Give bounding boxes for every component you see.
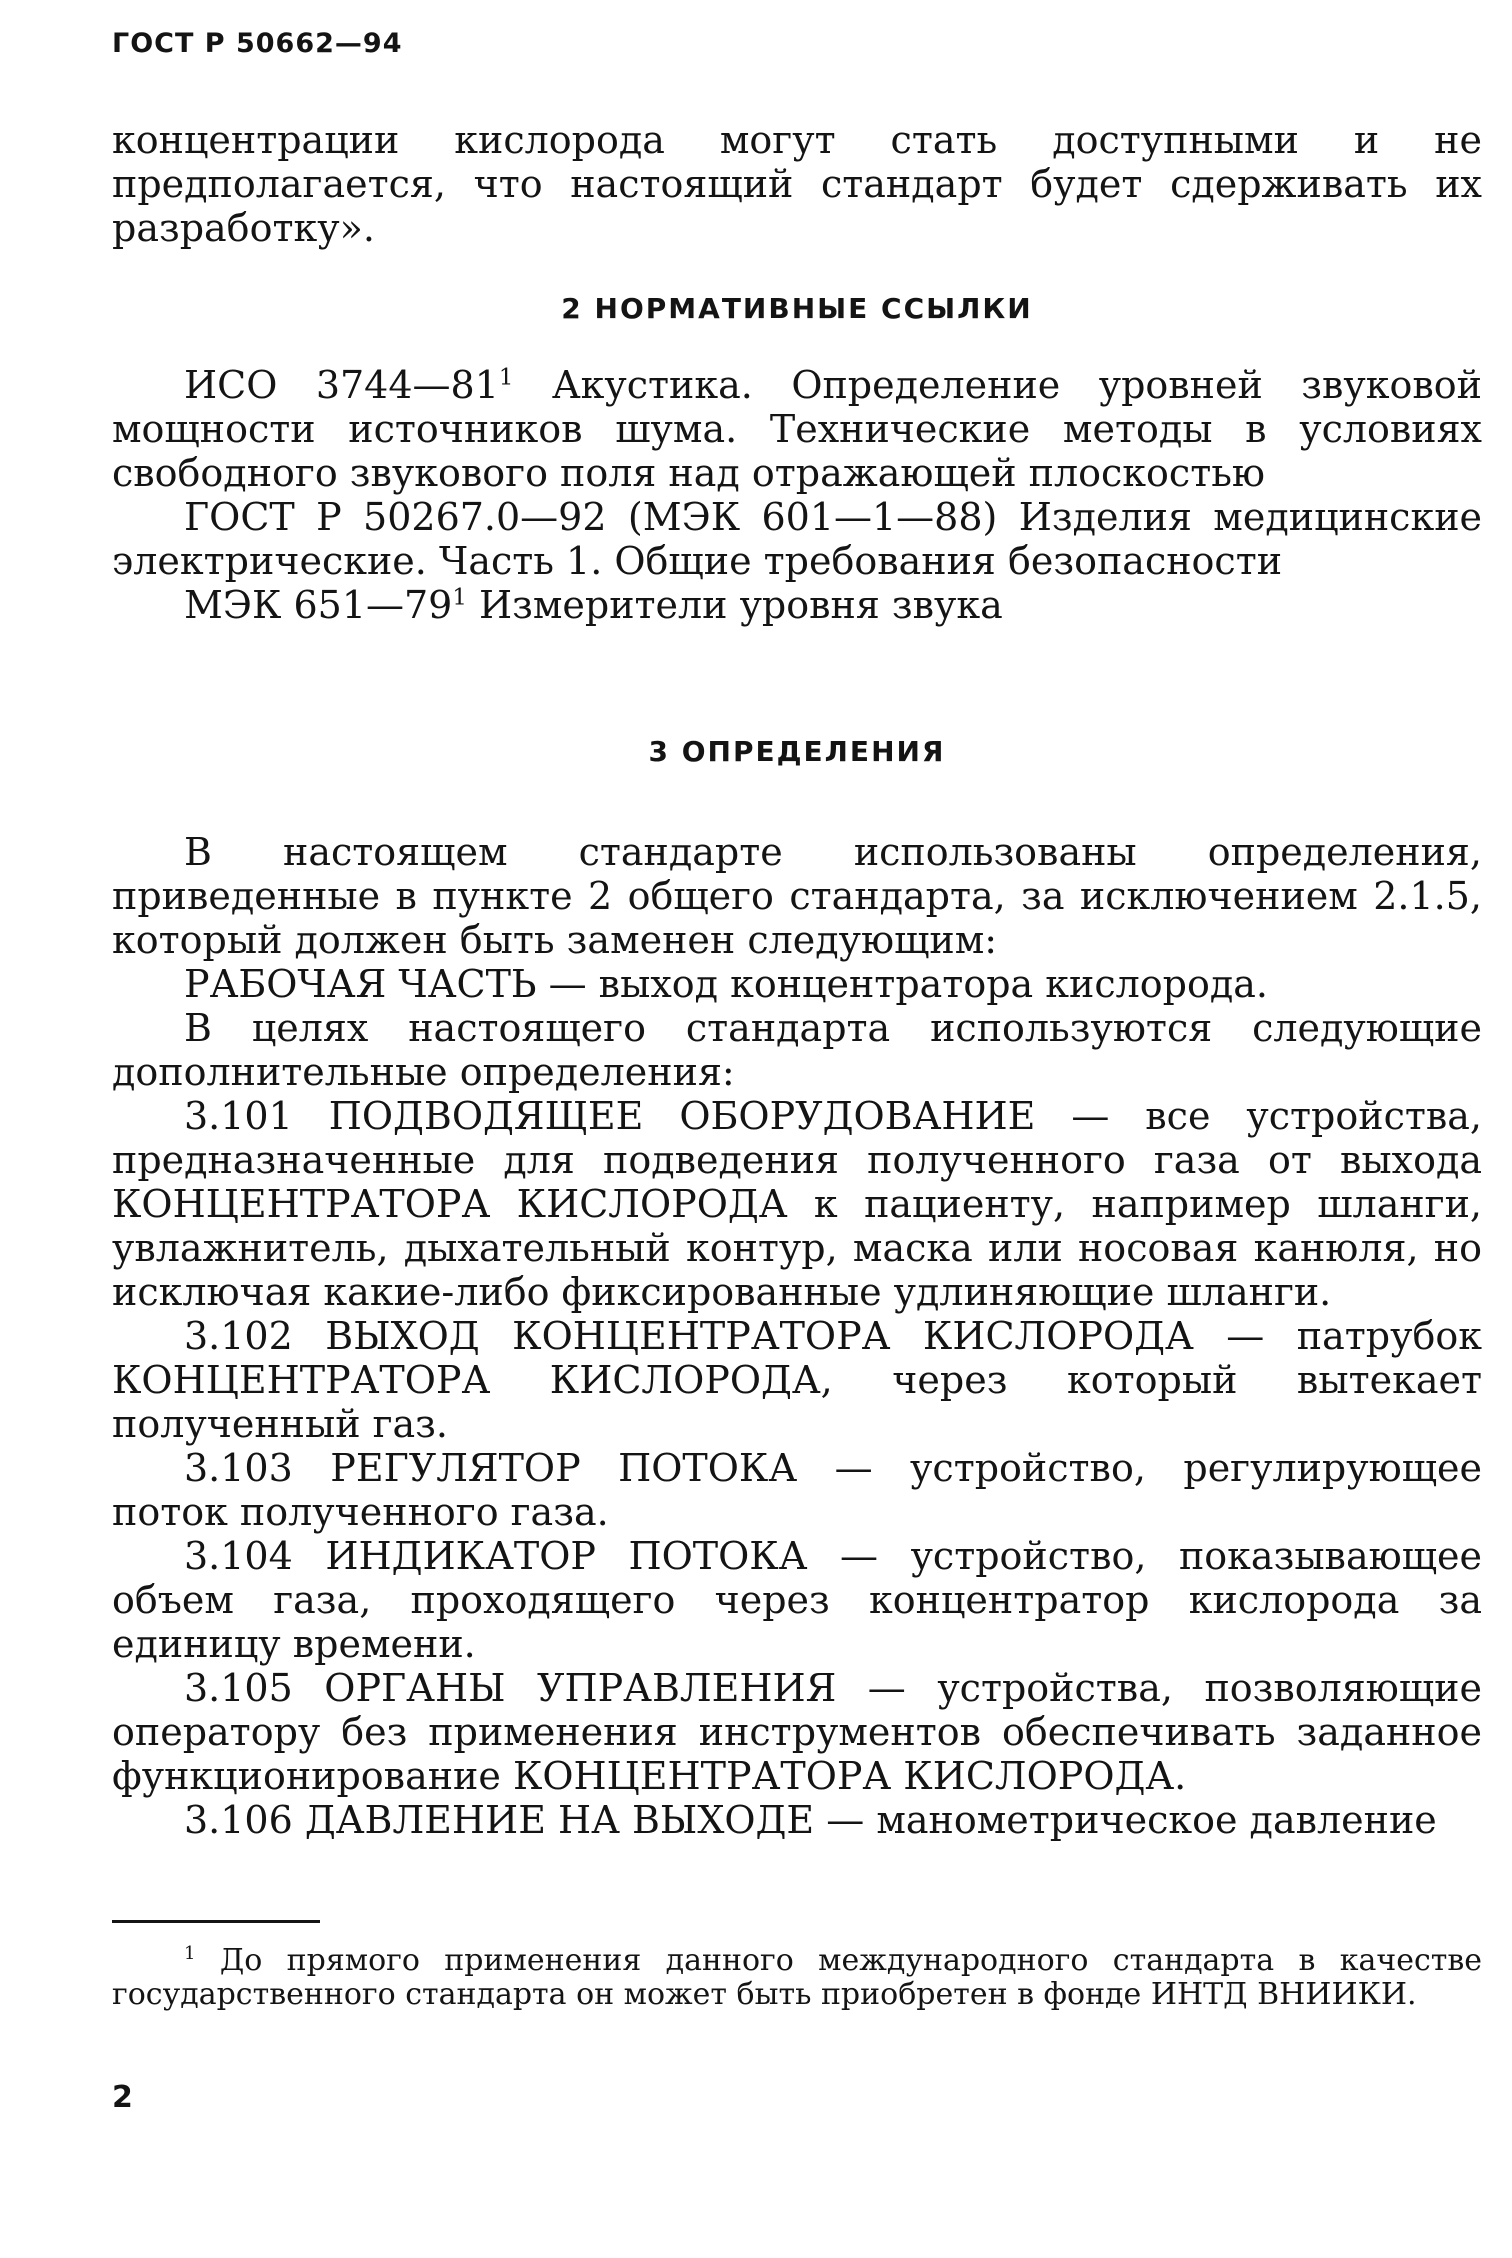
- reference-title: Измерители уровня звука: [466, 583, 1003, 627]
- definition-3-105: 3.105 ОРГАНЫ УПРАВЛЕНИЯ — устройства, позволяющие оператору без применения инструментов обеспечивать заданное функционирование КОНЦЕНТРАТОРА КИСЛОРОДА.: [112, 1666, 1482, 1798]
- intro-block: [112, 118, 1482, 250]
- reference-code: МЭК 651—79: [184, 583, 453, 627]
- reference-item: [112, 363, 1482, 495]
- reference-code: ИСО 3744—81: [184, 363, 499, 407]
- definition-intro: В настоящем стандарте использованы определения, приведенные в пункте 2 общего стандарта, за исключением 2.1.5, который должен быть заменен следующим:: [112, 830, 1482, 962]
- intro-paragraph: концентрации кислорода могут стать доступными и не предполагается, что настоящий стандарт будет сдерживать их разработку».: [112, 118, 1482, 250]
- section-3: [112, 735, 1482, 1842]
- footnote-mark: 1: [184, 1943, 196, 1964]
- reference-item: [112, 495, 1482, 583]
- footnote: [112, 1944, 1482, 2012]
- footnote-text: $^1$ До прямого применения данного международного стандарта в качестве государственного стандарта он может быть приобретен в фонде ИНТД ВНИИКИ.: [112, 1943, 1482, 2012]
- definition-3-104: 3.104 ИНДИКАТОР ПОТОКА — устройство, показывающее объем газа, проходящего через концентратор кислорода за единицу времени.: [112, 1534, 1482, 1666]
- footnote-mark: 1: [452, 584, 467, 611]
- definition-3-103: 3.103 РЕГУЛЯТОР ПОТОКА — устройство, регулирующее поток полученного газа.: [112, 1446, 1482, 1534]
- reference-title: Изделия медицинские электрические. Часть 1. Общие требования безопасности: [112, 495, 1483, 583]
- footnote-mark: 1: [498, 364, 514, 391]
- footnote-divider: [112, 1920, 320, 1923]
- section-2: [112, 292, 1482, 627]
- definition-working-part: РАБОЧАЯ ЧАСТЬ — выход концентратора кислорода.: [184, 962, 1268, 1006]
- page-number: 2: [112, 2080, 133, 2115]
- reference-title: Акустика. Определение уровней звуковой мощности источников шума. Технические методы в условиях свободного звукового поля над отражающей плоскостью: [112, 363, 1482, 495]
- reference-code: ГОСТ Р 50267.0—92 (МЭК 601—1—88): [184, 495, 998, 539]
- running-head: ГОСТ Р 50662—94: [112, 28, 403, 59]
- section-3-heading: 3 ОПРЕДЕЛЕНИЯ: [648, 735, 946, 768]
- definition-additional-intro: В целях настоящего стандарта используются следующие дополнительные определения:: [112, 1006, 1482, 1094]
- section-2-heading: 2 НОРМАТИВНЫЕ ССЫЛКИ: [561, 292, 1033, 325]
- definition-3-106: 3.106 ДАВЛЕНИЕ НА ВЫХОДЕ — манометрическое давление: [184, 1798, 1437, 1842]
- reference-item: [112, 583, 1482, 627]
- definition-3-101: 3.101 ПОДВОДЯЩЕЕ ОБОРУДОВАНИЕ — все устройства, предназначенные для подведения полученного газа от выхода КОНЦЕНТРАТОРА КИСЛОРОДА к пациенту, например шланги, увлажнитель, дыхательный контур, маска или носовая канюля, но исключая какие-либо фиксированные удлиняющие шланги.: [112, 1094, 1482, 1314]
- definition-3-102: 3.102 ВЫХОД КОНЦЕНТРАТОРА КИСЛОРОДА — патрубок КОНЦЕНТРАТОРА КИСЛОРОДА, через который вытекает полученный газ.: [112, 1314, 1482, 1446]
